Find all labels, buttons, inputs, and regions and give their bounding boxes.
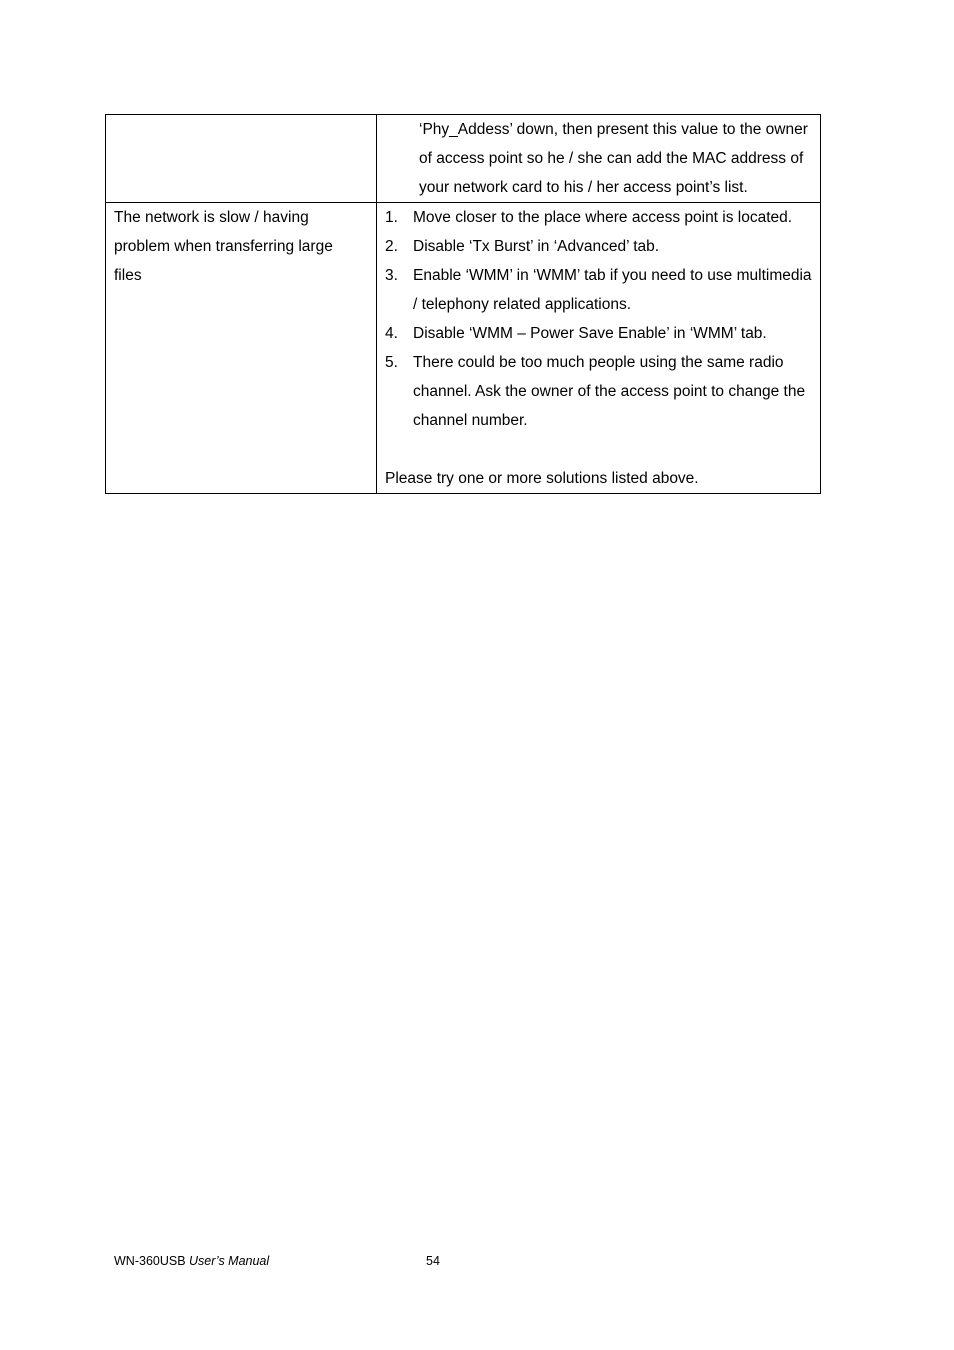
text-line: your network card to his / her access point’s list. xyxy=(419,179,748,196)
solution-cell xyxy=(377,203,821,494)
list-item xyxy=(385,203,812,232)
solution-note: Please try one or more solutions listed above. xyxy=(385,470,699,487)
table-row xyxy=(106,203,821,494)
list-item xyxy=(385,261,812,319)
text-line: Move closer to the place where access point is located. xyxy=(413,209,793,226)
text-line: channel. Ask the owner of the access point to change the xyxy=(413,383,806,400)
footer-manual: User’s Manual xyxy=(189,1254,270,1268)
problem-line: files xyxy=(114,267,142,284)
text-line: Enable ‘WMM’ in ‘WMM’ tab if you need to use multimedia xyxy=(413,267,812,284)
text-line: Disable ‘Tx Burst’ in ‘Advanced’ tab. xyxy=(413,238,660,255)
list-number: 4. xyxy=(385,325,398,342)
text-line: ‘Phy_Addess’ down, then present this value to the owner xyxy=(419,121,808,138)
footer-title xyxy=(114,1252,269,1270)
list-item xyxy=(385,319,812,348)
solution-list xyxy=(385,203,812,435)
text-line: There could be too much people using the same radio xyxy=(413,354,784,371)
list-number: 3. xyxy=(385,267,398,284)
list-item xyxy=(385,348,812,435)
page-number: 54 xyxy=(426,1254,440,1268)
text-line: of access point so he / she can add the MAC address of xyxy=(419,150,804,167)
solution-cell xyxy=(377,115,821,203)
problem-line: problem when transferring large xyxy=(114,238,333,255)
problem-cell xyxy=(106,115,377,203)
continued-solution-text xyxy=(385,115,812,202)
problem-cell xyxy=(106,203,377,494)
text-line: channel number. xyxy=(413,412,528,429)
list-number: 2. xyxy=(385,238,398,255)
footer-model: WN-360USB xyxy=(114,1254,186,1268)
blank-line xyxy=(385,435,812,464)
list-number: 1. xyxy=(385,209,398,226)
table-row xyxy=(106,115,821,203)
troubleshooting-table xyxy=(105,114,821,494)
list-item xyxy=(385,232,812,261)
text-line: Disable ‘WMM – Power Save Enable’ in ‘WMM’ tab. xyxy=(413,325,767,342)
problem-line: The network is slow / having xyxy=(114,209,309,226)
list-number: 5. xyxy=(385,354,398,371)
text-line: / telephony related applications. xyxy=(413,296,632,313)
